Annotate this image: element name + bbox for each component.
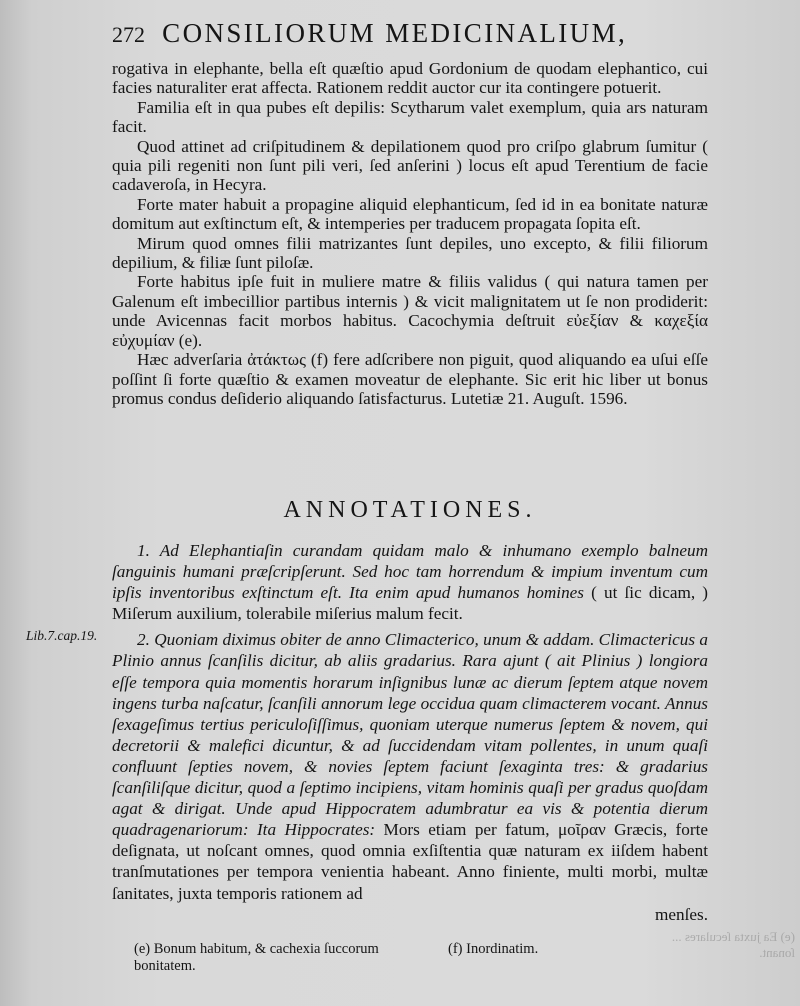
paragraph: rogativa in elephante, bella eſt quæſtio apud Gordonium de quodam elephantico, cui facies naturaliter erat affecta. Rationem reddit auctor cur ita contingere potuerit. xyxy=(112,59,708,98)
page-number: 272 xyxy=(112,22,145,47)
bleed-through-text: (e) Ea juxta ſeculares ... ſonant. xyxy=(671,929,795,960)
annotation-last-word: menſes. xyxy=(655,904,708,924)
annotation-italic-text: 2. Quoniam diximus obiter de anno Climacterico, unum & addam. Climactericus a Plinio annus ſcanſilis dicitur, ab aliis gradarius. Rara ajunt ( ait Plinius ) longiora eſſe tempora quia momentis horarum inſignibus lunæ ac dierum ſeptem atque novem ingens turba naſcatur, ſcanſili annorum lege occidua quam climacterem vocant. Annus ſexageſimus tertius periculoſiſſimus, quoniam uterque numerus ſeptem & novem, qui decretorii & malefici dicuntur, & ad ſuccidendam vitam pollentes, in unum quaſi confluunt ſepties novem, & novies ſeptem faciunt ſexaginta tres: & gradarius ſcanſiliſque dicitur, quod a ſeptimo incipiens, vitam hominis quaſi per gradus quoſdam agat & dirigat. Unde apud Hippocratem adumbratur ea vis & potentia dierum quadragenariorum: Ita Hippocrates: xyxy=(112,630,708,840)
annotation-item xyxy=(112,629,708,924)
paragraph: Mirum quod omnes filii matrizantes ſunt depiles, uno excepto, & filii filiorum depilium, & filiæ ſunt piloſæ. xyxy=(112,233,708,273)
running-title: CONSILIORUM MEDICINALIUM, xyxy=(162,18,628,48)
annotation-roman-text: ( ut ſic dicam, ) Miſerum auxilium, tolerabile miſerius malum fecit. xyxy=(112,583,709,624)
paragraph: Forte habitus ipſe fuit in muliere matre & filiis validus ( qui natura tamen per Galenum eſt imbecillior partibus internis ) & vicit malignitatem ut ſe non prodiderit: unde Avicennas facit morbos habitus. Cacochymia deſtruit εὐεξίαν & καχεξία εὐχυμίαν (e). xyxy=(112,272,708,350)
annotation-italic-text: 1. Ad Elephantiaſin curandam quidam malo & inhumano exemplo balneum ſanguinis humani præſcripſerunt. Sed hoc tam horrendum & impium inventum cum ipſis inventoribus exſtinctum eſt. Ita enim apud humanos homines xyxy=(112,541,708,603)
paragraph: Familia eſt in qua pubes eſt depilis: Scytharum valet exemplum, quia ars naturam facit. xyxy=(112,97,708,137)
annotations-heading: ANNOTATIONES. xyxy=(283,497,537,523)
annotation-roman-text: Mors etiam per fatum, μοῖραν Græcis, forte deſignata, ut noſcant omnes, quod omnia exſiſtentia quæ naturam ex iiſdem habent tranſmutationes per tempora venientia habeant. Anno finiente, multi morbi, multæ ſanitates, juxta temporis rationem ad xyxy=(112,820,708,903)
annotation-item xyxy=(112,540,708,624)
annotations xyxy=(112,540,708,925)
margin-note: Lib.7.cap.19. xyxy=(26,628,98,643)
paragraph: Forte mater habuit a propagine aliquid elephanticum, ſed id in ea bonitate naturæ domitum aut exſtinctum eſt, & intemperies per traducem propagata ſopita eſt. xyxy=(112,194,708,234)
footnote-e: (e) Bonum habitum, & cachexia ſuccorum bonitatem. xyxy=(134,941,379,974)
paragraph: Quod attinet ad criſpitudinem & depilationem quod pro criſpo glabrum ſumitur ( quia pili regeniti non ſunt pili veri, ſed anſerini ) locus eſt apud Terentium de facie cadaveroſa, in Hecyra. xyxy=(112,136,708,195)
main-text xyxy=(112,59,708,408)
running-header xyxy=(112,18,682,49)
paragraph: Hæc adverſaria ἀτάκτως (f) fere adſcribere non piguit, quod aliquando ea uſui eſſe poſſint ſi forte quæſtio & examen moveatur de elephante. Sic erit hic liber ut bonus promus condus deſiderio aliquando ſatisfacturus. Lutetiæ 21. Auguſt. 1596. xyxy=(112,350,708,408)
footnote-f: (f) Inordinatim. xyxy=(448,941,539,957)
